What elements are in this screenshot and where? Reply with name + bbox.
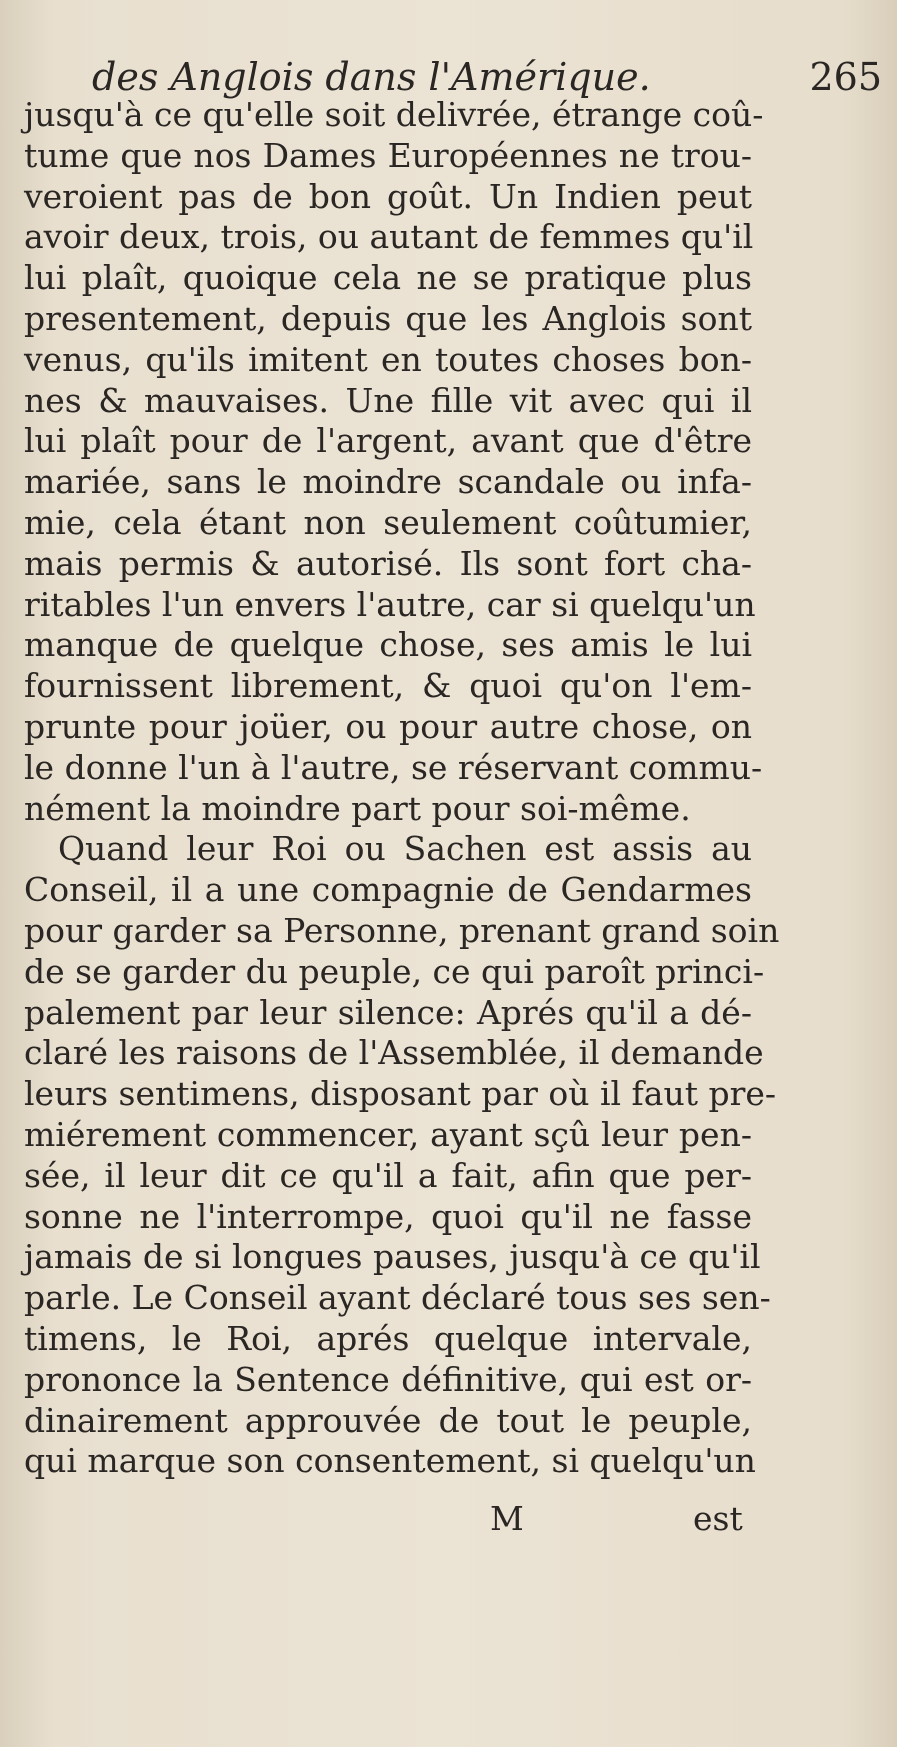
text-line: jusqu'à ce qu'elle soit delivrée, étrange coû- <box>24 95 764 134</box>
text-line: miérement commencer, ayant sçû leur pen- <box>24 1114 752 1154</box>
signature-mark: M <box>490 1499 524 1538</box>
text-line: qui marque son consentement, si quelqu'un <box>24 1441 756 1481</box>
text-line: fournissent librement, & quoi qu'on l'em- <box>24 666 752 706</box>
text-line: manque de quelque chose, ses amis le lui <box>24 625 752 665</box>
text-line: nes & mauvaises. Une fille vit avec qui il <box>24 380 752 420</box>
text-line: mariée, sans le moindre scandale ou infa- <box>24 462 752 502</box>
text-line: mais permis & autorisé. Ils sont fort cha- <box>24 543 752 583</box>
text-line: leurs sentimens, disposant par où il faut pre- <box>24 1074 777 1114</box>
page-footer <box>0 1497 897 1541</box>
text-line: Conseil, il a une compagnie de Gendarmes <box>24 870 752 910</box>
text-line: pour garder sa Personne, prenant grand soin <box>24 910 780 950</box>
running-title: des Anglois dans l'Amérique. <box>92 55 651 99</box>
text-line: veroient pas de bon goût. Un Indien peut <box>24 176 752 216</box>
text-line: le donne l'un à l'autre, se réservant commu- <box>24 747 763 787</box>
text-line: lui plaît pour de l'argent, avant que d'être <box>24 421 752 461</box>
text-line: prononce la Sentence définitive, qui est or- <box>24 1359 752 1399</box>
text-line: sonne ne l'interrompe, quoi qu'il ne fasse <box>24 1196 752 1236</box>
text-line: palement par leur silence: Aprés qu'il a dé- <box>24 992 752 1032</box>
text-line: avoir deux, trois, ou autant de femmes qu'il <box>24 217 754 257</box>
text-line: lui plaît, quoique cela ne se pratique plus <box>24 258 752 298</box>
text-line: mie, cela étant non seulement coûtumier, <box>24 502 752 542</box>
text-line: jamais de si longues pauses, jusqu'à ce qu'il <box>24 1237 761 1277</box>
text-line: parle. Le Conseil ayant déclaré tous ses sen- <box>24 1278 771 1318</box>
text-line: ritables l'un envers l'autre, car si quelqu'un <box>24 584 756 624</box>
catchword: est <box>693 1499 743 1538</box>
text-line: tume que nos Dames Européennes ne trou- <box>24 135 752 175</box>
text-line: prunte pour joüer, ou pour autre chose, on <box>24 706 752 746</box>
text-line: sée, il leur dit ce qu'il a fait, afin que per- <box>24 1155 752 1195</box>
text-line: venus, qu'ils imitent en toutes choses bon- <box>24 339 752 379</box>
text-line-paragraph-end: nément la moindre part pour soi-même. <box>24 788 691 828</box>
text-line: presentement, depuis que les Anglois sont <box>24 298 752 338</box>
text-line: claré les raisons de l'Assemblée, il demande <box>24 1033 764 1073</box>
text-line-paragraph-start: Quand leur Roi ou Sachen est assis au <box>58 829 752 869</box>
page-body <box>24 95 780 1482</box>
page-number: 265 <box>809 55 882 99</box>
text-line: de se garder du peuple, ce qui paroît princi- <box>24 951 765 991</box>
text-line: timens, le Roi, aprés quelque intervale, <box>24 1318 752 1358</box>
text-line: dinairement approuvée de tout le peuple, <box>24 1400 752 1440</box>
